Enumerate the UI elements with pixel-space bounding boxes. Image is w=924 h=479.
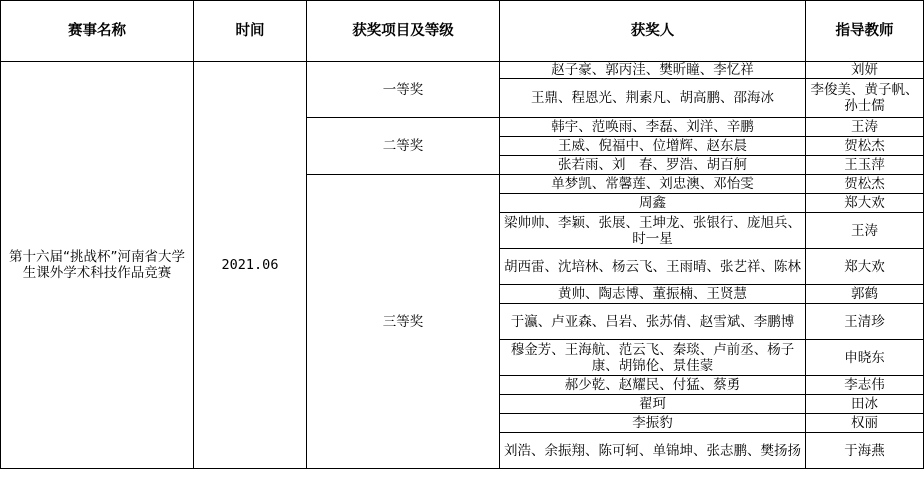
winners-cell: 翟珂 <box>500 395 806 414</box>
winners-cell: 李振豹 <box>500 414 806 433</box>
header-award-level: 获奖项目及等级 <box>307 1 500 62</box>
advisor-cell: 权丽 <box>806 414 924 433</box>
winners-cell: 王威、倪福中、位增辉、赵东晨 <box>500 137 806 156</box>
winners-cell: 黄帅、陶志博、董振楠、王贤慧 <box>500 285 806 304</box>
advisor-cell: 申晓东 <box>806 340 924 376</box>
level-second-prize: 二等奖 <box>307 118 500 175</box>
header-row <box>1 1 924 62</box>
winners-cell: 于瀛、卢亚森、吕岩、张苏倩、赵雪斌、李鹏博 <box>500 304 806 340</box>
advisor-cell: 于海燕 <box>806 433 924 469</box>
header-event-name: 赛事名称 <box>1 1 194 62</box>
level-first-prize: 一等奖 <box>307 62 500 118</box>
table-row <box>1 62 924 79</box>
winners-cell: 赵子豪、郭丙洼、樊昕瞳、李忆祥 <box>500 62 806 79</box>
winners-cell: 韩宇、范唤雨、李磊、刘洋、辛鹏 <box>500 118 806 137</box>
event-name-cell: 第十六届“挑战杯”河南省大学生课外学术科技作品竞赛 <box>1 62 194 469</box>
winners-cell: 穆金芳、王海航、范云飞、秦琰、卢前丞、杨子康、胡锦伦、景佳蒙 <box>500 340 806 376</box>
advisor-cell: 刘妍 <box>806 62 924 79</box>
header-winners: 获奖人 <box>500 1 806 62</box>
advisor-cell: 李志伟 <box>806 376 924 395</box>
header-date: 时间 <box>194 1 307 62</box>
date-cell: 2021.06 <box>194 62 307 469</box>
advisor-cell: 王涛 <box>806 118 924 137</box>
winners-cell: 张若雨、刘 春、罗浩、胡百舸 <box>500 156 806 175</box>
advisor-cell: 郑大欢 <box>806 194 924 213</box>
winners-cell: 单梦凯、常馨莲、刘忠澳、邓怡雯 <box>500 175 806 194</box>
header-advisor: 指导教师 <box>806 1 924 62</box>
winners-cell: 王鼎、程恩光、荆素凡、胡高鹏、邵海冰 <box>500 79 806 118</box>
winners-cell: 胡西雷、沈培林、杨云飞、王雨晴、张艺祥、陈林 <box>500 249 806 285</box>
advisor-cell: 贺松杰 <box>806 137 924 156</box>
winners-cell: 梁帅帅、李颖、张展、王坤龙、张银行、庞旭兵、时一星 <box>500 213 806 249</box>
advisor-cell: 王清珍 <box>806 304 924 340</box>
winners-cell: 刘浩、余振翔、陈可轲、单锦坤、张志鹏、樊扬扬 <box>500 433 806 469</box>
advisor-cell: 郑大欢 <box>806 249 924 285</box>
advisor-cell: 王玉萍 <box>806 156 924 175</box>
level-third-prize: 三等奖 <box>307 175 500 469</box>
advisor-cell: 贺松杰 <box>806 175 924 194</box>
advisor-cell: 王涛 <box>806 213 924 249</box>
winners-cell: 周鑫 <box>500 194 806 213</box>
advisor-cell: 李俊美、黄子帆、孙士儒 <box>806 79 924 118</box>
winners-cell: 郝少乾、赵耀民、付猛、蔡勇 <box>500 376 806 395</box>
advisor-cell: 郭鹤 <box>806 285 924 304</box>
advisor-cell: 田冰 <box>806 395 924 414</box>
